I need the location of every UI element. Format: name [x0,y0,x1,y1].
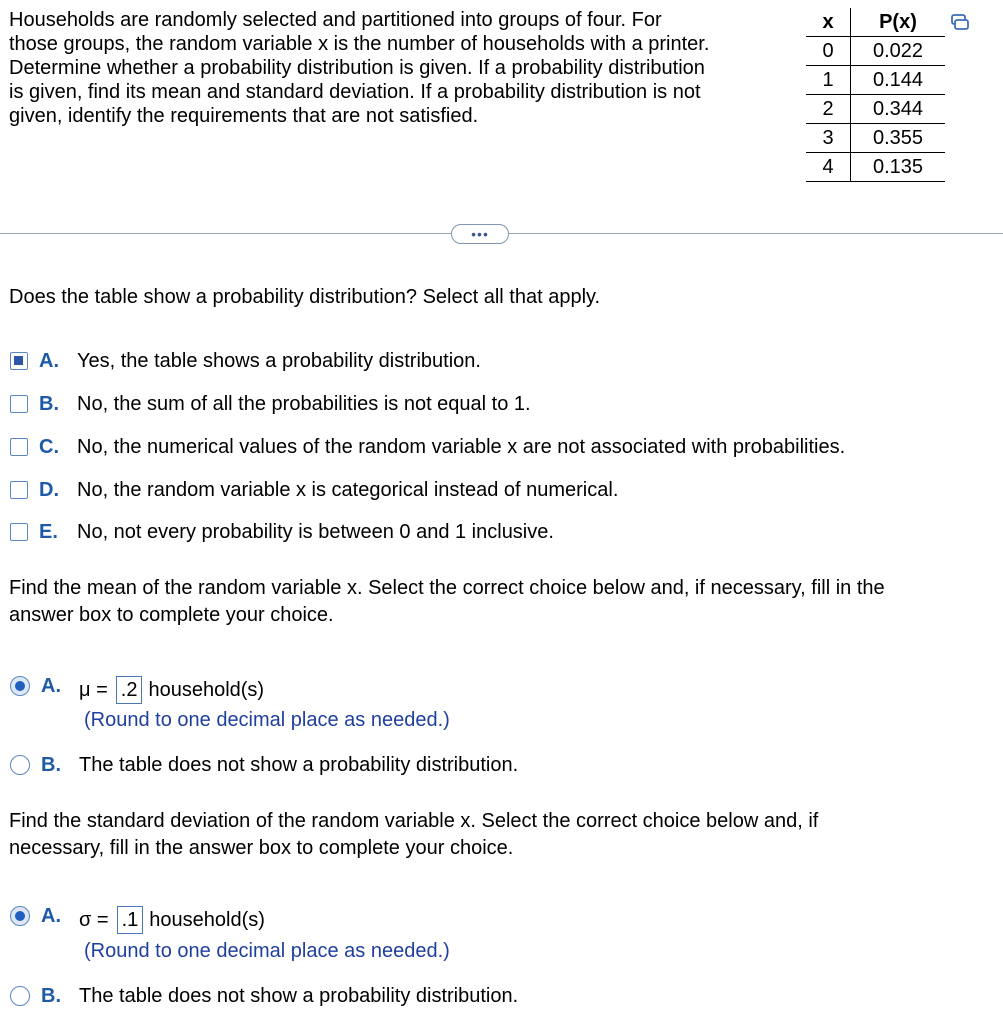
table-row [806,95,945,124]
table-row [806,153,945,182]
question-1-prompt [9,284,994,311]
problem-line: those groups, the random variable x is the number of households with a printer. [9,33,710,55]
table-row [806,66,945,95]
choice-text: The table does not show a probability distribution. [79,984,519,1007]
cell-px: 0.355 [851,124,946,153]
q2-choice-a[interactable] [10,672,264,700]
radio[interactable] [10,986,30,1006]
choice-text: The table does not show a probability distribution. [79,753,519,776]
choice-letter: D. [39,478,59,501]
cell-x: 4 [806,153,851,182]
question-3-line: necessary, fill in the answer box to complete your choice. [9,837,514,859]
question-3-prompt [9,808,994,862]
sigma-symbol: σ = [79,908,109,931]
cell-x: 2 [806,95,851,124]
radio-selected[interactable] [10,676,30,696]
unit-label: household(s) [148,678,265,701]
q1-choice-c[interactable] [10,433,845,461]
choice-letter: A. [39,349,59,372]
table-header-row [806,8,945,37]
checkbox[interactable] [10,523,28,541]
checkbox-checked[interactable] [10,352,28,370]
checkbox[interactable] [10,438,28,456]
more-button[interactable]: ••• [451,224,509,244]
table-row [806,37,945,66]
cell-px: 0.144 [851,66,946,95]
choice-letter: E. [39,520,58,543]
choice-text: No, not every probability is between 0 and 1 inclusive. [77,520,554,543]
q1-choice-e[interactable] [10,518,554,546]
problem-line: Determine whether a probability distribution is given. If a probability distribution [9,57,705,79]
rounding-hint: (Round to one decimal place as needed.) [84,709,450,731]
choice-text: No, the random variable x is categorical instead of numerical. [77,478,619,501]
q3-choice-a[interactable] [10,902,265,930]
cell-x: 0 [806,37,851,66]
question-2-line: answer box to complete your choice. [9,604,334,626]
checkbox[interactable] [10,481,28,499]
cell-px: 0.135 [851,153,946,182]
choice-letter: C. [39,435,59,458]
sd-answer-box[interactable]: .1 [117,906,144,934]
mu-symbol: μ = [79,678,108,701]
mean-answer-box[interactable]: .2 [116,676,143,704]
problem-line: given, identify the requirements that are not satisfied. [9,105,479,127]
choice-text: No, the sum of all the probabilities is not equal to 1. [77,392,531,415]
choice-letter: B. [41,984,61,1007]
choice-text: Yes, the table shows a probability distribution. [77,349,481,372]
table-row [806,124,945,153]
question-1-text: Does the table show a probability distribution? Select all that apply. [9,286,601,308]
problem-statement [9,8,799,128]
choice-letter: B. [41,753,61,776]
checkbox[interactable] [10,395,28,413]
rounding-hint: (Round to one decimal place as needed.) [84,940,450,962]
problem-line: Households are randomly selected and partitioned into groups of four. For [9,9,662,31]
question-3-line: Find the standard deviation of the random variable x. Select the correct choice below and, if [9,810,819,832]
question-2-line: Find the mean of the random variable x. Select the correct choice below and, if necessary, fill in the [9,577,885,599]
column-header-px: P(x) [851,8,946,37]
distribution-table [806,8,945,182]
q1-choice-a[interactable] [10,347,481,375]
choice-letter: A. [41,674,61,697]
choice-text: No, the numerical values of the random variable x are not associated with probabilities. [77,435,846,458]
choice-letter: A. [41,904,61,927]
unit-label: household(s) [149,908,265,931]
cell-x: 3 [806,124,851,153]
q1-choice-b[interactable] [10,390,531,418]
column-header-x: x [806,8,851,37]
radio[interactable] [10,755,30,775]
q3-choice-b[interactable] [10,982,518,1010]
choice-letter: B. [39,392,59,415]
problem-line: is given, find its mean and standard deviation. If a probability distribution is not [9,81,701,103]
q2-choice-b[interactable] [10,751,518,779]
cell-px: 0.022 [851,37,946,66]
radio-selected[interactable] [10,906,30,926]
question-2-prompt [9,575,994,629]
q1-choice-d[interactable] [10,476,618,504]
cell-px: 0.344 [851,95,946,124]
cell-x: 1 [806,66,851,95]
copy-table-icon[interactable] [950,13,970,31]
